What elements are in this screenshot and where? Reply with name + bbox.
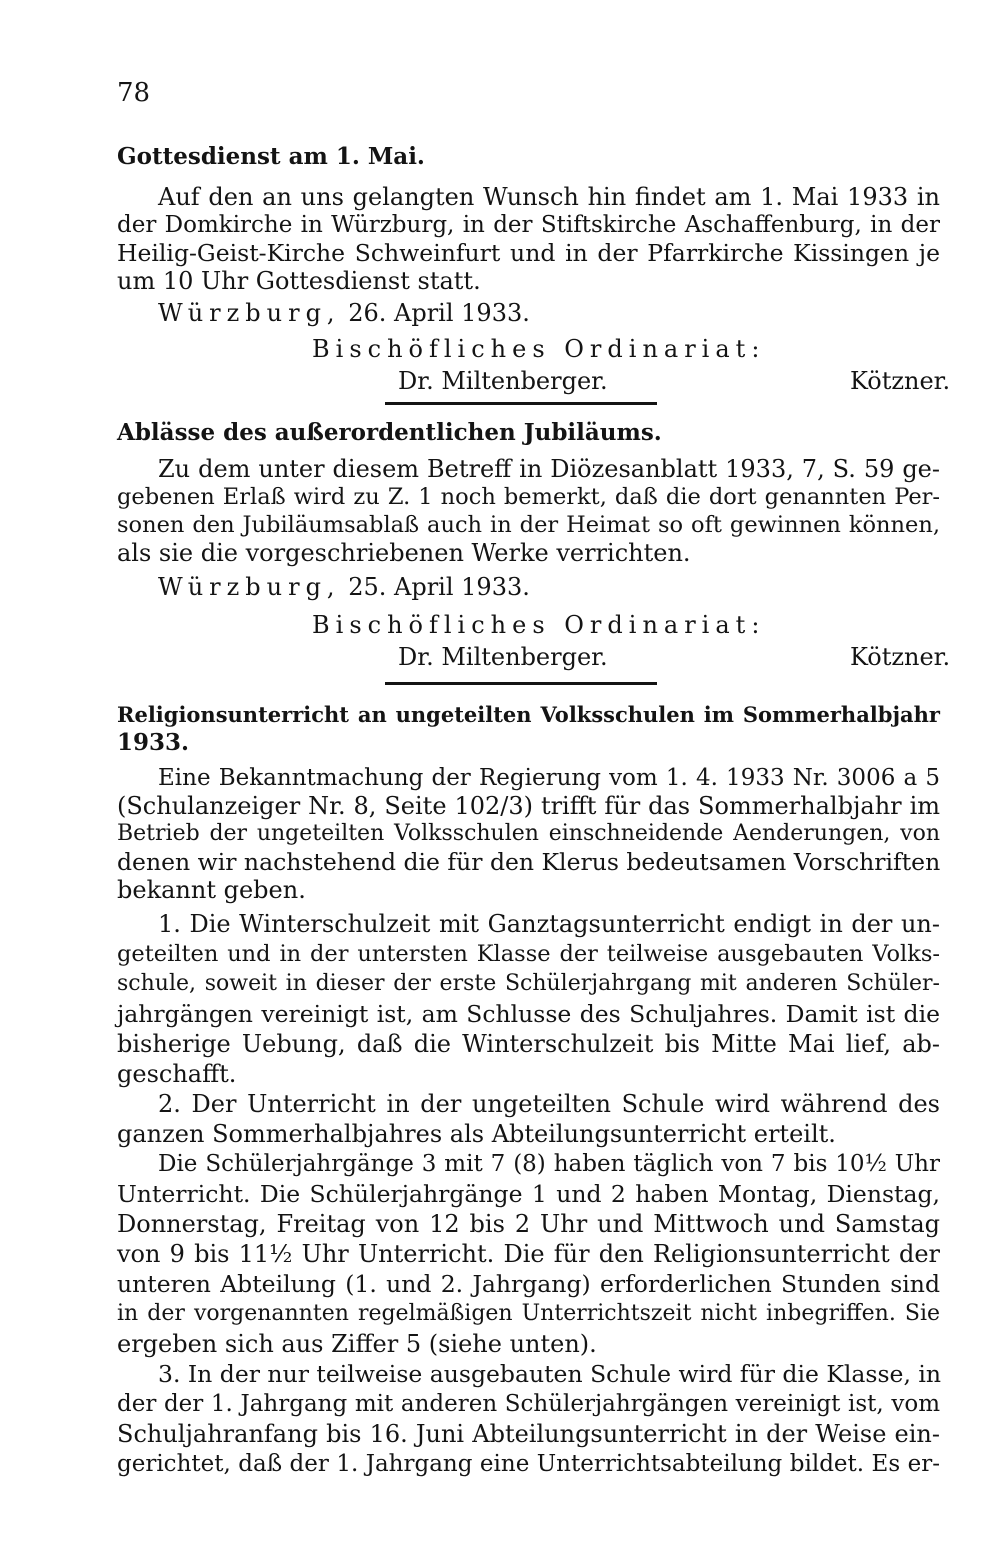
paragraph-line: Die Schülerjahrgänge 3 mit 7 (8) haben täglich von 7 bis 10½ Uhr bbox=[158, 1151, 940, 1177]
dateline-place: Würzburg, bbox=[158, 573, 341, 601]
dateline-date: 26. April 1933. bbox=[348, 299, 530, 327]
paragraph-line: sonen den Jubiläumsablaß auch in der Heimat so oft gewinnen können, bbox=[117, 512, 940, 538]
paragraph-line: 2. Der Unterricht in der ungeteilten Schule wird während des bbox=[158, 1090, 940, 1118]
signature-right: Kötzner. bbox=[850, 643, 951, 671]
signature-left: Dr. Miltenberger. bbox=[398, 643, 608, 671]
paragraph-line: 3. In der nur teilweise ausgebauten Schule wird für die Klasse, in bbox=[158, 1360, 942, 1388]
paragraph-line: Schuljahranfang bis 16. Juni Abteilungsunterricht in der Weise ein- bbox=[117, 1420, 940, 1448]
paragraph-line: ganzen Sommerhalbjahres als Abteilungsunterricht erteilt. bbox=[117, 1120, 836, 1148]
dateline bbox=[158, 572, 530, 602]
paragraph-line: Betrieb der ungeteilten Volksschulen einschneidende Aenderungen, von bbox=[117, 821, 940, 846]
paragraph-line: Zu dem unter diesem Betreff in Diözesanblatt 1933, 7, S. 59 ge- bbox=[158, 455, 940, 483]
paragraph-line: der Domkirche in Würzburg, in der Stiftskirche Aschaffenburg, in der bbox=[117, 212, 940, 238]
dateline bbox=[158, 298, 530, 328]
paragraph-line: in der vorgenannten regelmäßigen Unterrichtszeit nicht inbegriffen. Sie bbox=[117, 1301, 940, 1326]
section-heading-year: 1933. bbox=[117, 729, 190, 756]
section-heading-religionsunterricht: Religionsunterricht an ungeteilten Volksschulen im Sommerhalbjahr bbox=[117, 702, 940, 727]
section-heading-gottesdienst: Gottesdienst am 1. Mai. bbox=[117, 143, 425, 170]
paragraph-line: schule, soweit in dieser der erste Schülerjahrgang mit anderen Schüler- bbox=[117, 971, 940, 996]
signature-right: Kötzner. bbox=[850, 367, 951, 395]
paragraph-line: von 9 bis 11½ Uhr Unterricht. Die für den Religionsunterricht der bbox=[117, 1240, 940, 1268]
office-name: Bischöfliches Ordinariat: bbox=[312, 335, 766, 363]
paragraph-line: geteilten und in der untersten Klasse der teilweise ausgebauten Volks- bbox=[117, 941, 940, 967]
dateline-place: Würzburg, bbox=[158, 299, 341, 327]
paragraph-line: um 10 Uhr Gottesdienst statt. bbox=[117, 267, 481, 295]
paragraph-line: der der 1. Jahrgang mit anderen Schülerjahrgängen vereinigt ist, vom bbox=[117, 1391, 940, 1417]
paragraph-line: jahrgängen vereinigt ist, am Schlusse des Schuljahres. Damit ist die bbox=[117, 1000, 940, 1028]
page-number: 78 bbox=[117, 78, 151, 108]
section-divider bbox=[385, 402, 657, 405]
section-divider bbox=[385, 682, 657, 685]
paragraph-line: Unterricht. Die Schülerjahrgänge 1 und 2 haben Montag, Dienstag, bbox=[117, 1180, 940, 1208]
paragraph-line: Heilig-Geist-Kirche Schweinfurt und in der Pfarrkirche Kissingen je bbox=[117, 239, 940, 267]
paragraph-line: gebenen Erlaß wird zu Z. 1 noch bemerkt, daß die dort genannten Per- bbox=[117, 484, 940, 510]
dateline-date: 25. April 1933. bbox=[348, 573, 530, 601]
paragraph-line: Donnerstag, Freitag von 12 bis 2 Uhr und Mittwoch und Samstag bbox=[117, 1210, 940, 1238]
paragraph-line: Eine Bekanntmachung der Regierung vom 1. 4. 1933 Nr. 3006 a 5 bbox=[158, 765, 940, 791]
paragraph-line: denen wir nachstehend die für den Klerus bedeutsamen Vorschriften bbox=[117, 848, 941, 876]
paragraph-line: Auf den an uns gelangten Wunsch hin findet am 1. Mai 1933 in bbox=[158, 183, 940, 211]
section-heading-ablaesse: Ablässe des außerordentlichen Jubiläums. bbox=[117, 419, 662, 446]
paragraph-line: gerichtet, daß der 1. Jahrgang eine Unterrichtsabteilung bildet. Es er- bbox=[117, 1451, 940, 1477]
paragraph-line: bisherige Uebung, daß die Winterschulzeit bis Mitte Mai lief, ab- bbox=[117, 1030, 940, 1058]
paragraph-line: (Schulanzeiger Nr. 8, Seite 102/3) trifft für das Sommerhalbjahr im bbox=[117, 792, 940, 820]
paragraph-line: unteren Abteilung (1. und 2. Jahrgang) erforderlichen Stunden sind bbox=[117, 1270, 940, 1298]
signature-left: Dr. Miltenberger. bbox=[398, 367, 608, 395]
paragraph-line: als sie die vorgeschriebenen Werke verrichten. bbox=[117, 539, 691, 567]
paragraph-line: 1. Die Winterschulzeit mit Ganztagsunterricht endigt in der un- bbox=[158, 910, 940, 938]
paragraph-line: bekannt geben. bbox=[117, 876, 306, 904]
paragraph-line: geschafft. bbox=[117, 1060, 237, 1088]
office-name: Bischöfliches Ordinariat: bbox=[312, 611, 766, 639]
paragraph-line: ergeben sich aus Ziffer 5 (siehe unten). bbox=[117, 1330, 597, 1358]
